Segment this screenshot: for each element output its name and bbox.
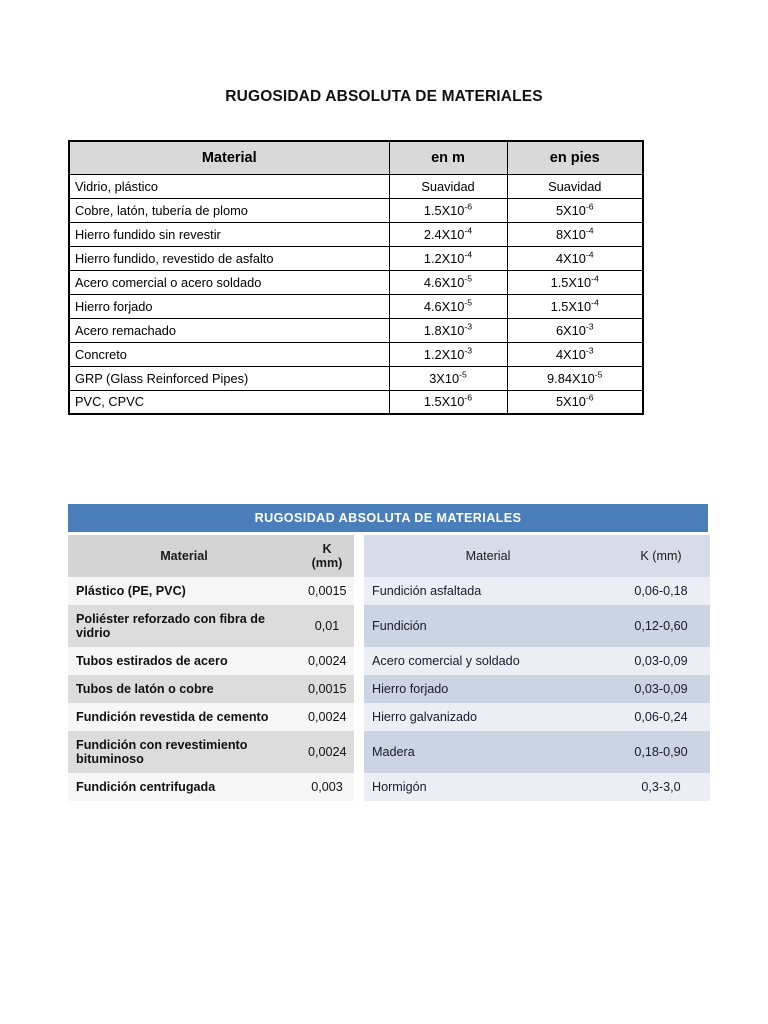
cell-value-meters: $1.2X10^{-3}$	[389, 342, 507, 366]
table-row	[68, 703, 710, 731]
table-row	[68, 675, 710, 703]
cell-material-left: Fundición con revestimiento bituminoso	[68, 731, 300, 773]
cell-material-right: Hierro galvanizado	[364, 703, 612, 731]
table-row	[69, 390, 643, 414]
table-1-head	[69, 141, 643, 174]
table-row	[69, 342, 643, 366]
table-row	[68, 647, 710, 675]
table-row	[68, 577, 710, 605]
table-row	[69, 222, 643, 246]
column-separator	[354, 731, 364, 773]
cell-material-left: Poliéster reforzado con fibra de vidrio	[68, 605, 300, 647]
table-2-body	[68, 577, 710, 801]
cell-value-meters: $2.4X10^{-4}$	[389, 222, 507, 246]
exponent: -4	[585, 225, 594, 236]
cell-material: Hierro fundido, revestido de asfalto	[69, 246, 389, 270]
table-row	[69, 270, 643, 294]
cell-k-right: 0,12-0,60	[612, 605, 710, 647]
exponent: -5	[464, 273, 473, 284]
exponent: -3	[464, 321, 473, 332]
cell-material: PVC, CPVC	[69, 390, 389, 414]
column-header-material-left: Material	[68, 535, 300, 577]
exponent: -5	[459, 369, 467, 380]
cell-material: Hierro fundido sin revestir	[69, 222, 389, 246]
cell-k-left: 0,003	[300, 773, 354, 801]
table-row	[69, 294, 643, 318]
column-separator	[354, 773, 364, 801]
cell-k-right: 0,06-0,18	[612, 577, 710, 605]
exponent: -4	[591, 297, 599, 308]
cell-material-left: Fundición centrifugada	[68, 773, 300, 801]
cell-value-feet: $5X10^{-6}$	[507, 390, 643, 414]
cell-material: Acero comercial o acero soldado	[69, 270, 389, 294]
roughness-table-bordered	[68, 140, 642, 415]
cell-value-meters: $1.5X10^{-6}$	[389, 198, 507, 222]
column-separator	[354, 647, 364, 675]
cell-material-left: Plástico (PE, PVC)	[68, 577, 300, 605]
cell-value-feet: $9.84X10^{-5}$	[507, 366, 643, 390]
cell-material-right: Madera	[364, 731, 612, 773]
table-row	[69, 246, 643, 270]
table-row	[69, 174, 643, 198]
cell-material-right: Hormigón	[364, 773, 612, 801]
table-1	[68, 140, 644, 415]
cell-k-right: 0,18-0,90	[612, 731, 710, 773]
exponent: -3	[585, 345, 594, 356]
table-2-banner: RUGOSIDAD ABSOLUTA DE MATERIALES	[68, 504, 708, 532]
table-2-head	[68, 535, 710, 577]
cell-value-meters: $1.2X10^{-4}$	[389, 246, 507, 270]
cell-material-right: Hierro forjado	[364, 675, 612, 703]
table-row	[69, 318, 643, 342]
column-header-k-right: K (mm)	[612, 535, 710, 577]
cell-k-left: 0,0024	[300, 647, 354, 675]
cell-value-meters: $4.6X10^{-5}$	[389, 270, 507, 294]
cell-material: Hierro forjado	[69, 294, 389, 318]
table-header-row	[69, 141, 643, 174]
column-header-meters: en m	[389, 141, 507, 174]
exponent: -4	[464, 225, 473, 236]
exponent: -4	[585, 249, 594, 260]
table-2	[68, 535, 710, 801]
column-separator	[354, 535, 364, 577]
table-header-row	[68, 535, 710, 577]
table-row	[69, 366, 643, 390]
exponent: -6	[464, 392, 473, 403]
table-row	[69, 198, 643, 222]
table-row	[68, 731, 710, 773]
cell-material: Vidrio, plástico	[69, 174, 389, 198]
cell-material: Cobre, latón, tubería de plomo	[69, 198, 389, 222]
column-header-feet: en pies	[507, 141, 643, 174]
column-header-material: Material	[69, 141, 389, 174]
exponent: -3	[464, 345, 473, 356]
cell-value-meters: $4.6X10^{-5}$	[389, 294, 507, 318]
exponent: -6	[464, 201, 473, 212]
cell-k-right: 0,03-0,09	[612, 647, 710, 675]
exponent: -6	[585, 392, 594, 403]
cell-value-feet: $6X10^{-3}$	[507, 318, 643, 342]
cell-material-left: Fundición revestida de cemento	[68, 703, 300, 731]
cell-material: Acero remachado	[69, 318, 389, 342]
cell-material-left: Tubos de latón o cobre	[68, 675, 300, 703]
exponent: -4	[464, 249, 473, 260]
column-separator	[354, 675, 364, 703]
cell-value-feet: $1.5X10^{-4}$	[507, 270, 643, 294]
exponent: -4	[591, 273, 599, 284]
exponent: -5	[594, 369, 603, 380]
exponent: -5	[464, 297, 473, 308]
column-header-k-left: K (mm)	[300, 535, 354, 577]
cell-material-right: Fundición	[364, 605, 612, 647]
page-title: RUGOSIDAD ABSOLUTA DE MATERIALES	[225, 88, 543, 105]
cell-k-left: 0,0024	[300, 731, 354, 773]
cell-value-feet: $1.5X10^{-4}$	[507, 294, 643, 318]
cell-value-meters: $1.8X10^{-3}$	[389, 318, 507, 342]
cell-k-left: 0,01	[300, 605, 354, 647]
cell-value-meters: $3X10^{-5}$	[389, 366, 507, 390]
cell-k-left: 0,0015	[300, 577, 354, 605]
exponent: -3	[585, 321, 594, 332]
roughness-table-banded	[68, 504, 710, 801]
cell-material-left: Tubos estirados de acero	[68, 647, 300, 675]
cell-k-right: 0,03-0,09	[612, 675, 710, 703]
cell-material-right: Acero comercial y soldado	[364, 647, 612, 675]
column-separator	[354, 703, 364, 731]
cell-k-right: 0,3-3,0	[612, 773, 710, 801]
column-separator	[354, 605, 364, 647]
cell-material: Concreto	[69, 342, 389, 366]
table-row	[68, 605, 710, 647]
cell-k-right: 0,06-0,24	[612, 703, 710, 731]
cell-material: GRP (Glass Reinforced Pipes)	[69, 366, 389, 390]
cell-value-feet: $8X10^{-4}$	[507, 222, 643, 246]
table-1-body	[69, 174, 643, 414]
cell-material-right: Fundición asfaltada	[364, 577, 612, 605]
cell-value-feet: $5X10^{-6}$	[507, 198, 643, 222]
cell-k-left: 0,0024	[300, 703, 354, 731]
table-row	[68, 773, 710, 801]
cell-value-feet: $4X10^{-3}$	[507, 342, 643, 366]
exponent: -6	[585, 201, 594, 212]
cell-k-left: 0,0015	[300, 675, 354, 703]
cell-value-meters: $1.5X10^{-6}$	[389, 390, 507, 414]
cell-value-feet: Suavidad	[507, 174, 643, 198]
cell-value-feet: $4X10^{-4}$	[507, 246, 643, 270]
cell-value-meters: Suavidad	[389, 174, 507, 198]
column-header-material-right: Material	[364, 535, 612, 577]
column-separator	[354, 577, 364, 605]
